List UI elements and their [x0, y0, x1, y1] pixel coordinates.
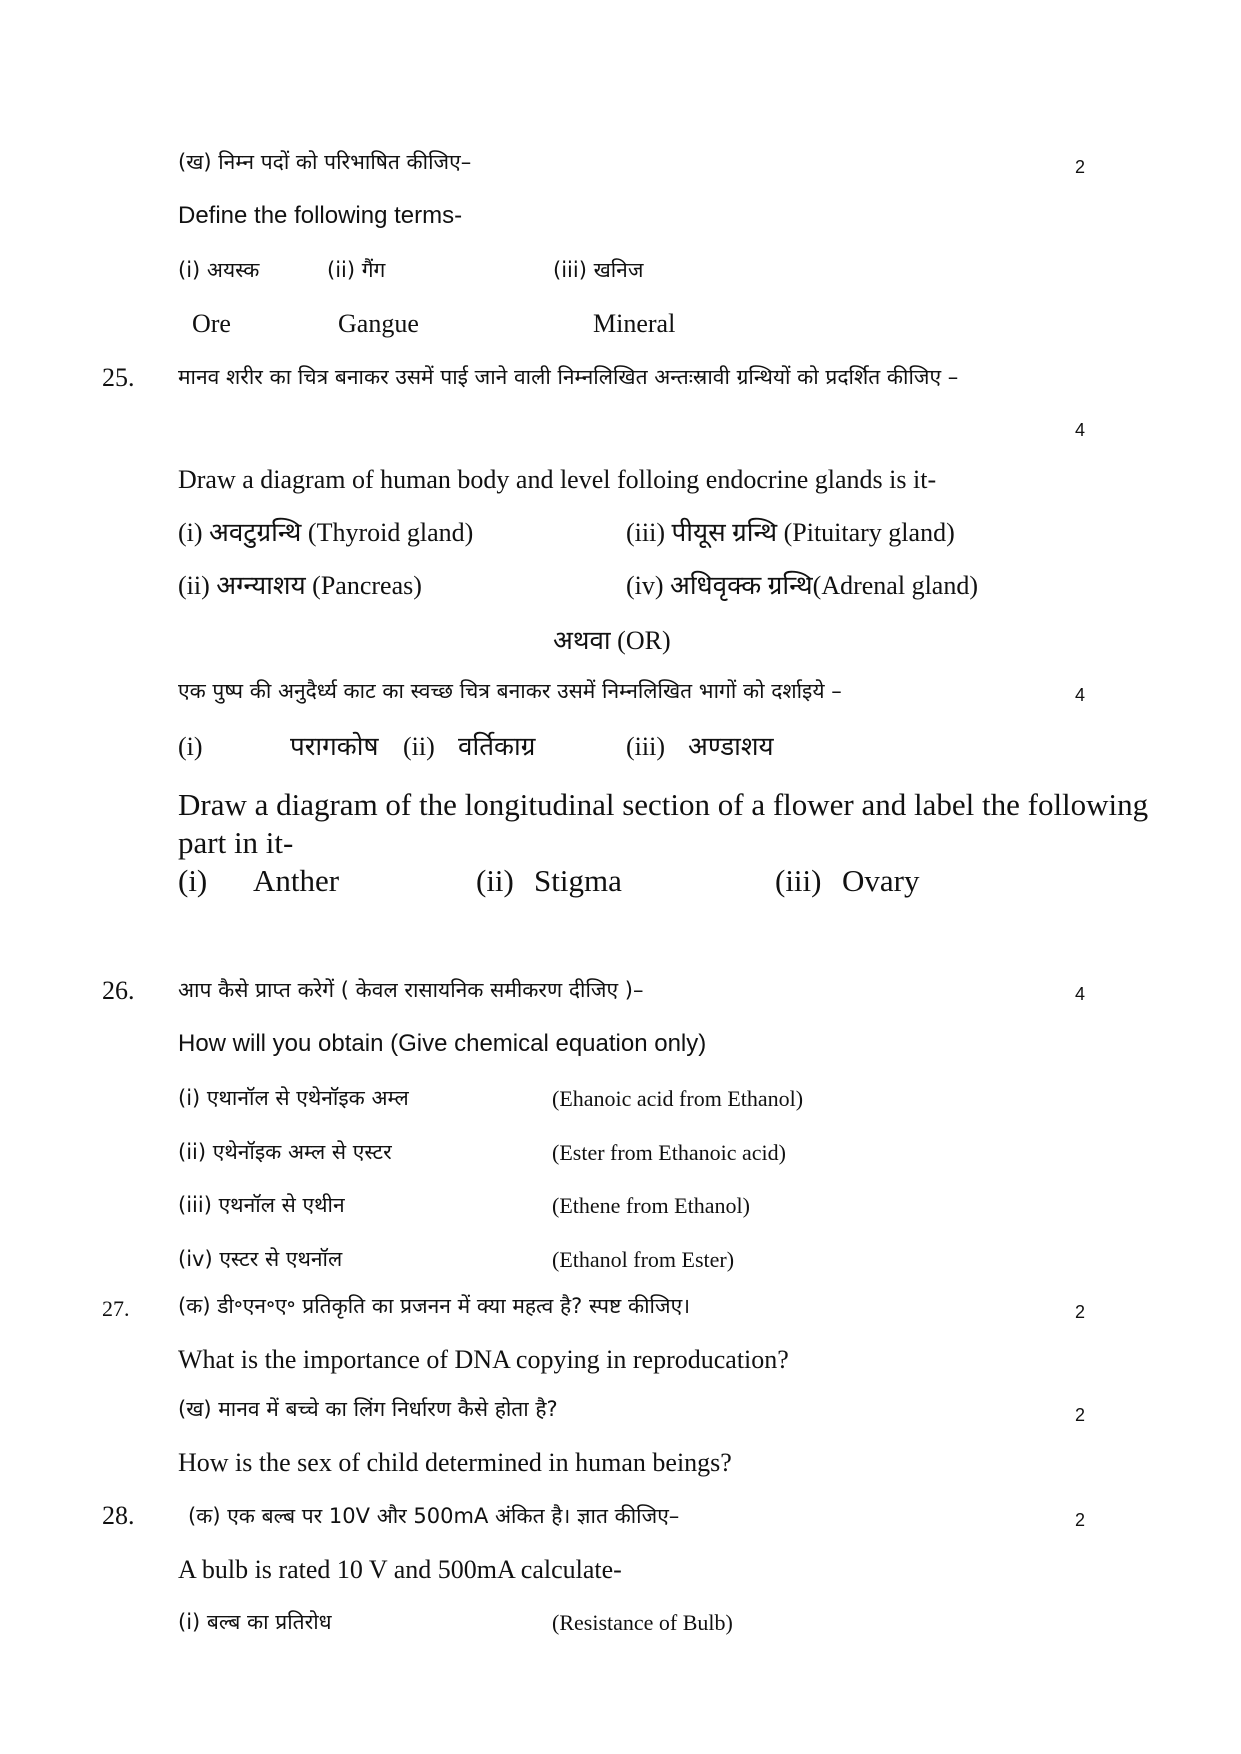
q25-or-hi-part-iii: (iii) [626, 732, 665, 761]
q24b-term-hi-1: (i) अयस्क [178, 258, 260, 282]
q25-or-en-part-i: (i) [178, 863, 208, 898]
q24b-term-en-2: Gangue [338, 309, 419, 338]
q26-item-4-en: (Ethanol from Ester) [552, 1247, 735, 1272]
q25-or-en-anther: Anther [253, 863, 340, 898]
q26-item-2-hi: (ii) एथेनॉइक अम्ल से एस्टर [178, 1140, 392, 1164]
q26-english: How will you obtain (Give chemical equation only) [178, 1030, 707, 1057]
q25-hindi: मानव शरीर का चित्र बनाकर उसमें पाई जाने वाली निम्नलिखित अन्तःस्रावी ग्रन्थियों को प्रदर्शित कीजिए – [178, 365, 959, 389]
q25-number: 25. [102, 363, 135, 392]
q24b-marks: 2 [1075, 157, 1086, 177]
q25-or-hindi: एक पुष्प की अनुदैर्ध्य काट का स्वच्छ चित्र बनाकर उसमें निम्नलिखित भागों को दर्शाइये – [178, 679, 842, 703]
q26-item-2-en: (Ester from Ethanoic acid) [552, 1140, 786, 1165]
q27-number: 27. [102, 1296, 130, 1321]
q25-or-en-part-ii: (ii) [476, 863, 514, 898]
q24b-term-en-1: Ore [192, 309, 231, 338]
q24b-english: Define the following terms- [178, 202, 463, 229]
q25-or-en-part-iii: (iii) [775, 863, 822, 898]
q25-or-hi-anther: परागकोष [290, 732, 379, 761]
q27a-hindi: (क) डी॰एन॰ए॰ प्रतिकृति का प्रजनन में क्या महत्व है? स्पष्ट कीजिए। [178, 1294, 691, 1318]
q26-item-1-en: (Ehanoic acid from Ethanol) [552, 1086, 804, 1111]
q25-or-en-ovary: Ovary [842, 863, 920, 898]
q28a-marks: 2 [1075, 1510, 1086, 1530]
q25-gland-3: (iii) पीयूस ग्रन्थि (Pituitary gland) [626, 518, 955, 547]
q25-gland-4: (iv) अधिवृक्क ग्रन्थि(Adrenal gland) [626, 571, 978, 600]
q26-item-3-en: (Ethene from Ethanol) [552, 1193, 750, 1218]
q27a-english: What is the importance of DNA copying in reproducation? [178, 1345, 789, 1374]
q25-gland-2: (ii) अग्न्याशय (Pancreas) [178, 571, 422, 600]
q28-i-hindi: (i) बल्ब का प्रतिरोध [178, 1610, 332, 1634]
q27a-marks: 2 [1075, 1302, 1086, 1322]
q28-number: 28. [102, 1501, 135, 1530]
q25-or-english-line1: Draw a diagram of the longitudinal section of a flower and label the following [178, 787, 1149, 822]
q25-english: Draw a diagram of human body and level folloing endocrine glands is it- [178, 465, 937, 494]
q25-or-label: अथवा (OR) [553, 626, 671, 655]
q25-or-hi-part-i: (i) [178, 732, 203, 761]
q28a-hindi: (क) एक बल्ब पर 10V और 500mA अंकित है। ज्ञात कीजिए– [188, 1504, 680, 1528]
q27b-marks: 2 [1075, 1405, 1086, 1425]
q24b-hindi: (ख) निम्न पदों को परिभाषित कीजिए– [178, 150, 472, 174]
q25-or-en-stigma: Stigma [534, 863, 622, 898]
q28-i-english: (Resistance of Bulb) [552, 1610, 733, 1635]
q27b-english: How is the sex of child determined in human beings? [178, 1448, 732, 1477]
q25-marks: 4 [1075, 420, 1086, 440]
q25-gland-1: (i) अवटुग्रन्थि (Thyroid gland) [178, 518, 474, 547]
q26-item-1-hi: (i) एथानॉल से एथेनॉइक अम्ल [178, 1086, 409, 1110]
q26-item-3-hi: (iii) एथनॉल से एथीन [178, 1193, 345, 1217]
q25-or-marks: 4 [1075, 685, 1086, 705]
q25-or-hi-ovary: अण्डाशय [688, 732, 774, 761]
q27b-hindi: (ख) मानव में बच्चे का लिंग निर्धारण कैसे होता है? [178, 1397, 558, 1421]
q24b-term-hi-3: (iii) खनिज [553, 258, 644, 282]
q25-or-hi-part-ii: (ii) [403, 732, 435, 761]
q24b-term-en-3: Mineral [593, 309, 676, 338]
q26-item-4-hi: (iv) एस्टर से एथनॉल [178, 1247, 343, 1271]
q28a-english: A bulb is rated 10 V and 500mA calculate- [178, 1555, 622, 1584]
q26-number: 26. [102, 976, 135, 1005]
q26-hindi: आप कैसे प्राप्त करेगें ( केवल रासायनिक समीकरण दीजिए )– [178, 978, 644, 1002]
q26-marks: 4 [1075, 984, 1086, 1004]
q24b-term-hi-2: (ii) गैंग [327, 258, 386, 282]
q25-or-hi-stigma: वर्तिकाग्र [458, 732, 536, 761]
q25-or-english-line2: part in it- [178, 825, 294, 860]
